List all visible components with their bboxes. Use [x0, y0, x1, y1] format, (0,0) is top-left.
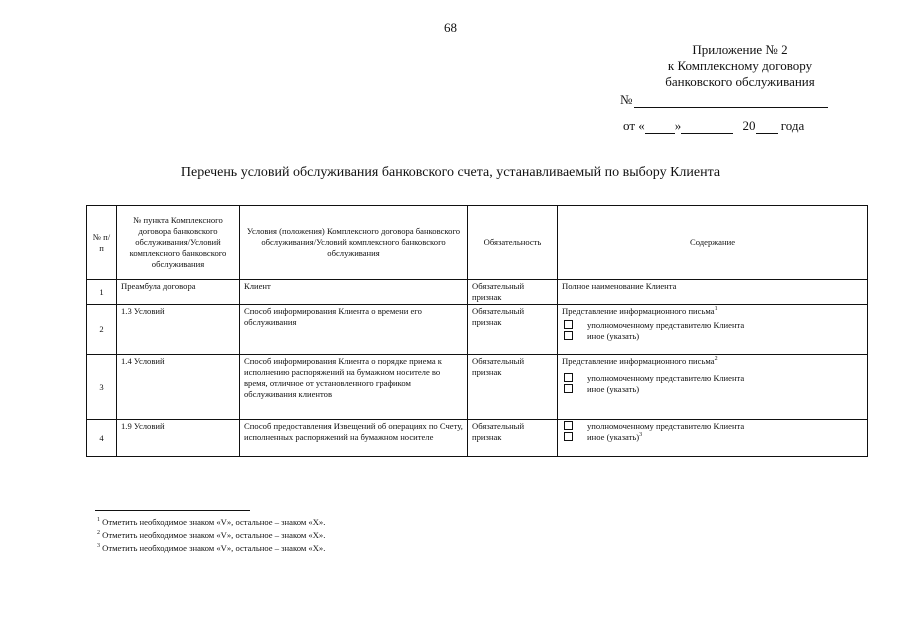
day-blank: [645, 121, 675, 134]
row-condition: Способ информирования Клиента о времени его обслуживания: [240, 305, 468, 355]
checkbox[interactable]: [564, 432, 573, 441]
month-blank: [681, 121, 733, 134]
checkbox[interactable]: [564, 421, 573, 430]
header-clause: № пункта Комплексного договора банковского обслуживания/Условий комплексного банковского обслуживания: [117, 206, 240, 280]
row-clause: Преамбула договора: [117, 280, 240, 305]
footnote-text: Отметить необходимое знаком «V», остальное – знаком «X».: [102, 530, 326, 540]
row-num: 2: [87, 305, 117, 355]
checkbox[interactable]: [564, 373, 573, 382]
number-blank: [634, 94, 828, 108]
footnote: [97, 543, 325, 554]
row-condition: Способ информирования Клиента о порядке приема к исполнению распоряжений на бумажном носителе во время, отличное от установленного графиком обслуживания клиентов: [240, 355, 468, 420]
conditions-table: [86, 205, 868, 457]
date-mid: »: [674, 118, 682, 133]
row-mandatory: Обязательный признак: [468, 305, 558, 355]
appendix-line-1: Приложение № 2: [692, 42, 788, 57]
footnote-ref: 3: [639, 432, 643, 439]
option-label: иное (указать): [587, 331, 640, 341]
row-condition: Способ предоставления Извещений об операциях по Счету, исполненных распоряжений на бумажном носителе: [240, 420, 468, 457]
table-header-row: [87, 206, 868, 280]
table-row: [87, 305, 868, 355]
row-mandatory: Обязательный признак: [468, 355, 558, 420]
row-condition: Клиент: [240, 280, 468, 305]
content-title: Представление информационного письма: [562, 356, 715, 366]
option-label: уполномоченному представителю Клиента: [587, 421, 745, 431]
row-content: [558, 420, 868, 457]
row-num: 4: [87, 420, 117, 457]
checkbox[interactable]: [564, 331, 573, 340]
footnote-ref: 1: [714, 306, 718, 313]
year-prefix: 20: [742, 118, 756, 133]
row-clause: 1.9 Условий: [117, 420, 240, 457]
page-number: 68: [444, 20, 457, 35]
table-row: [87, 355, 868, 420]
year-blank: [756, 121, 778, 134]
option-label: иное (указать): [587, 384, 640, 394]
row-num: 3: [87, 355, 117, 420]
option-label: уполномоченному представителю Клиента: [587, 373, 745, 383]
row-clause: 1.4 Условий: [117, 355, 240, 420]
contract-date-line: [623, 118, 804, 134]
header-content: Содержание: [558, 206, 868, 280]
header-conditions: Условия (положения) Комплексного договора банковского обслуживания/Условий комплексного банковского обслуживания: [240, 206, 468, 280]
row-mandatory: Обязательный признак: [468, 280, 558, 305]
row-mandatory: Обязательный признак: [468, 420, 558, 457]
footnote-mark: 3: [97, 543, 100, 550]
footnote: [97, 530, 325, 541]
appendix-line-3: банковского обслуживания: [665, 74, 815, 89]
footnote-mark: 1: [97, 517, 100, 524]
footnote-mark: 2: [97, 530, 100, 537]
table-row: [87, 420, 868, 457]
document-heading: Перечень условий обслуживания банковского счета, устанавливаемый по выбору Клиента: [180, 165, 721, 180]
row-num: 1: [87, 280, 117, 305]
footnote-text: Отметить необходимое знаком «V», остальное – знаком «X».: [102, 517, 326, 527]
number-label: №: [620, 92, 633, 107]
header-mandatory: Обязательность: [468, 206, 558, 280]
row-content: [558, 355, 868, 420]
option-label: уполномоченному представителю Клиента: [587, 320, 745, 330]
footnote: [97, 517, 325, 528]
checkbox[interactable]: [564, 320, 573, 329]
appendix-line-2: к Комплексному договору: [667, 58, 813, 73]
table-row: [87, 280, 868, 305]
footnote-ref: 2: [714, 356, 718, 363]
row-content: Полное наименование Клиента: [558, 280, 868, 305]
option-label: иное (указать): [587, 432, 640, 442]
content-title: Представление информационного письма: [562, 306, 715, 316]
contract-number-line: [620, 92, 828, 108]
footnote-text: Отметить необходимое знаком «V», остальное – знаком «X».: [102, 543, 326, 553]
header-num: № п/п: [87, 206, 117, 280]
row-clause: 1.3 Условий: [117, 305, 240, 355]
date-prefix: от «: [623, 118, 645, 133]
date-suffix: года: [780, 118, 805, 133]
footnote-separator: [95, 510, 250, 511]
appendix-header: [610, 42, 870, 90]
checkbox[interactable]: [564, 384, 573, 393]
row-content: [558, 305, 868, 355]
